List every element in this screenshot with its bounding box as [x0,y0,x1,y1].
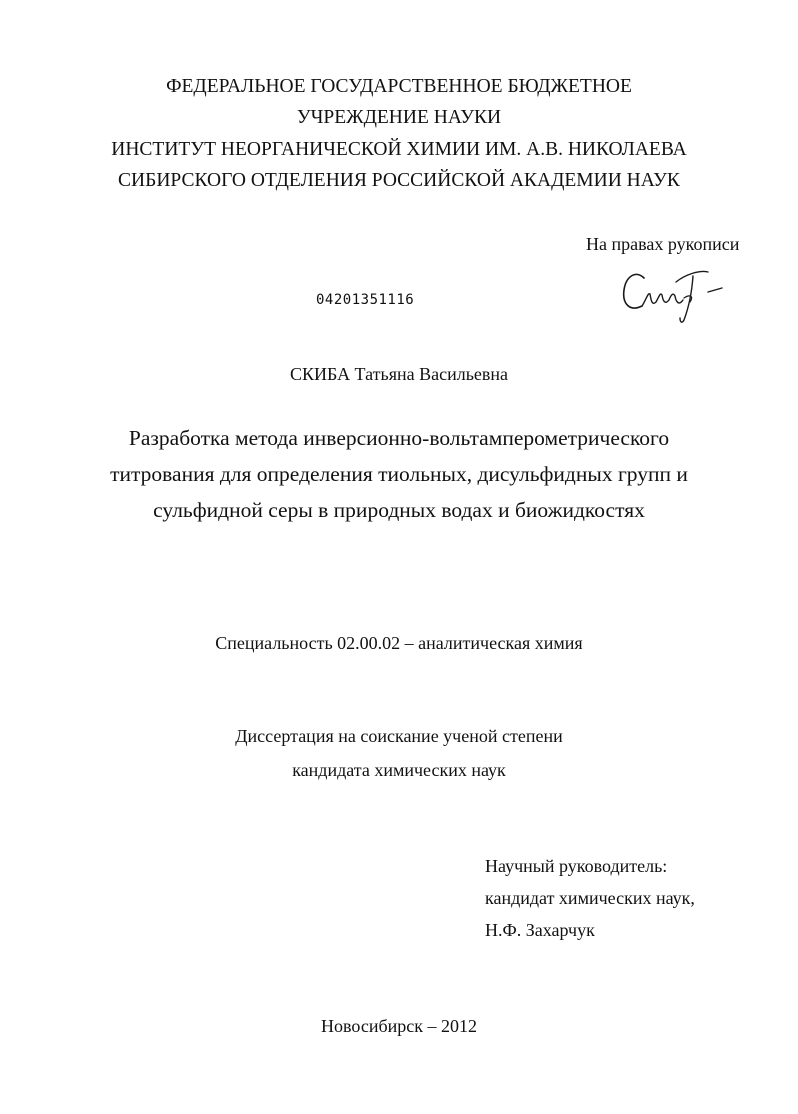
registry-number: 04201351116 [316,292,415,308]
title-line-2: титрования для определения тиольных, дисульфидных групп и [110,462,688,486]
footer-city-year: Новосибирск – 2012 [321,1016,477,1036]
degree-line-2: кандидата химических наук [292,760,506,780]
author-name: СКИБА Татьяна Васильевна [289,364,509,384]
title-line-1: Разработка метода инверсионно-вольтамперометрического [128,426,670,450]
degree-line-1: Диссертация на соискание ученой степени [235,726,563,746]
supervisor-degree: кандидат химических наук, [485,888,695,908]
title-line-3: сульфидной серы в природных водах и биожидкостях [153,498,645,522]
institution-line-1: ФЕДЕРАЛЬНОЕ ГОСУДАРСТВЕННОЕ БЮДЖЕТНОЕ [166,76,632,97]
manuscript-note: На правах рукописи [586,234,740,254]
institution-line-4: СИБИРСКОГО ОТДЕЛЕНИЯ РОССИЙСКОЙ АКАДЕМИИ НАУК [118,170,680,191]
supervisor-name: Н.Ф. Захарчук [485,920,595,940]
specialty: Специальность 02.00.02 – аналитическая химия [215,633,583,653]
institution-line-2: УЧРЕЖДЕНИЕ НАУКИ [296,107,502,128]
supervisor-label: Научный руководитель: [485,856,668,876]
institution-line-3: ИНСТИТУТ НЕОРГАНИЧЕСКОЙ ХИМИИ ИМ. А.В. НИКОЛАЕВА [111,139,687,160]
signature [618,262,730,330]
